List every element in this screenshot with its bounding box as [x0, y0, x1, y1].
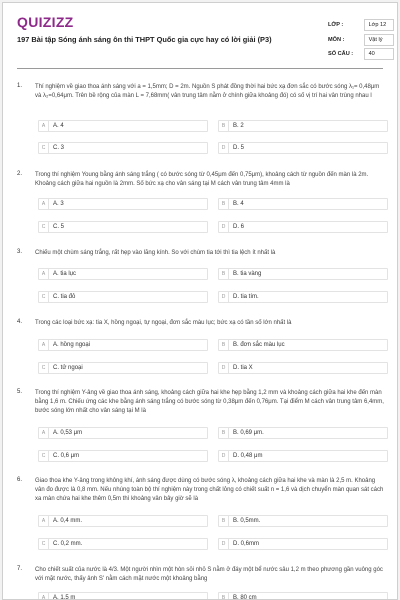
option-letter: B — [219, 269, 229, 279]
question-number: 2. — [17, 171, 23, 177]
option-b[interactable] — [218, 427, 388, 439]
question-text: Cho chiết suất của nước là 4/3. Một người nhìn một hòn sỏi nhỏ S nằm ở đáy một bể nước sâu 1,2 m theo phương gần vuông góc với mặt nước, thấy ảnh S' nằm cách mặt nước một khoảng bằng — [35, 567, 383, 583]
option-text: B. 0,69 μm. — [233, 430, 264, 436]
option-text: D. 0,6mm — [233, 541, 260, 547]
option-text: B. tia vàng — [233, 271, 262, 277]
question-text: Chiếu một chùm sáng trắng, rất hẹp vào lăng kính. So với chùm tia tới thì tia lệch ít nhất là — [35, 250, 276, 256]
subject-label: MÔN : — [328, 37, 345, 44]
option-text: D. 6 — [233, 224, 245, 230]
option-text: C. 0,2 mm. — [53, 541, 83, 547]
option-d[interactable] — [218, 142, 388, 154]
option-letter: B — [219, 516, 229, 526]
option-letter: A — [39, 593, 49, 600]
option-letter: D — [219, 451, 229, 461]
option-b[interactable] — [218, 120, 388, 132]
option-text: A. 3 — [53, 201, 64, 207]
option-letter: C — [39, 292, 49, 302]
option-b[interactable] — [218, 268, 388, 280]
option-a[interactable] — [38, 339, 208, 351]
option-letter: C — [39, 222, 49, 232]
option-letter: D — [219, 292, 229, 302]
option-b[interactable] — [218, 198, 388, 210]
class-field — [328, 19, 394, 31]
option-d[interactable] — [218, 221, 388, 233]
option-text: B. 0,5mm. — [233, 518, 261, 524]
quizizz-logo: QUIZIZZ — [17, 14, 74, 30]
option-a[interactable] — [38, 427, 208, 439]
question-count-value: 40 — [364, 48, 394, 60]
page-title: 197 Bài tập Sóng ánh sáng ôn thi THPT Quốc gia cực hay có lời giải (P3) — [17, 35, 272, 44]
option-letter: A — [39, 340, 49, 350]
option-text: C. 3 — [53, 145, 65, 151]
option-a[interactable] — [38, 198, 208, 210]
question-number: 6. — [17, 477, 23, 483]
option-text: D. tia X — [233, 365, 253, 371]
question-text: Giao thoa khe Y-âng trong không khí, ánh sáng được dùng có bước sóng λ, khoảng cách giữa hai khe và màn là 2,5 m. Khoảng vân đo được là 0,8 mm. Nếu nhúng toàn bộ thí nghiệm này trong chất lỏng có chiết suất n = 1,6 và dịch chuyển màn quan sát cách xa màn chứa hai khe thêm 0,5m thì khoảng vân bây giờ sẽ là — [35, 478, 384, 503]
option-letter: C — [39, 143, 49, 153]
option-letter: A — [39, 269, 49, 279]
option-a[interactable] — [38, 592, 208, 600]
option-c[interactable] — [38, 142, 208, 154]
option-letter: D — [219, 539, 229, 549]
option-c[interactable] — [38, 362, 208, 374]
option-text: A. 4 — [53, 123, 64, 129]
option-d[interactable] — [218, 291, 388, 303]
option-text: D. 0,48 μm — [233, 453, 263, 459]
option-letter: A — [39, 199, 49, 209]
option-b[interactable] — [218, 515, 388, 527]
option-a[interactable] — [38, 120, 208, 132]
subject-value: Vật lý — [364, 34, 394, 46]
option-letter: A — [39, 516, 49, 526]
option-letter: A — [39, 121, 49, 131]
question-count-label: SỐ CÂU : — [328, 51, 354, 58]
option-text: C. 0,6 μm — [53, 453, 80, 459]
option-c[interactable] — [38, 538, 208, 550]
class-label: LỚP : — [328, 22, 344, 29]
option-letter: B — [219, 593, 229, 600]
option-letter: C — [39, 539, 49, 549]
question-text: Trong thí nghiệm Y-âng về giao thoa ánh sáng, khoảng cách giữa hai khe hẹp bằng 1,2 mm và khoảng cách giữa hai khe đến màn bằng 1,6 m. Chiếu ứng các khe bằng ánh sáng trắng có bước sóng từ 0,38μm đến 0,76μm. Tại điểm M cách vân trung tâm 6,4mm, bước sóng lớn nhất cho vân sáng tại M là — [35, 390, 384, 415]
option-text: D. tia tím. — [233, 294, 259, 300]
class-value: Lớp 12 — [364, 19, 394, 31]
question-number: 3. — [17, 249, 23, 255]
option-letter: C — [39, 451, 49, 461]
option-d[interactable] — [218, 538, 388, 550]
option-text: B. 2 — [233, 123, 244, 129]
option-letter: A — [39, 428, 49, 438]
option-text: A. hồng ngoại — [53, 342, 91, 348]
question-text: Thí nghiệm về giao thoa ánh sáng với a = 1,5mm; D = 2m. Nguồn S phát đồng thời hai bức xạ đơn sắc có bước sóng λ₁= 0,48μm và λ₂=0,64μm. Trên bề rộng của màn L = 7,68mm( vân trung tâm nằm ở chính giữa khoảng đó) có số vị trí hai vân trùng nhau l — [35, 84, 380, 100]
subject-field — [328, 34, 394, 46]
option-text: A. 0,53 μm — [53, 430, 83, 436]
question-count-field — [328, 48, 394, 60]
option-text: B. đơn sắc màu lục — [233, 342, 285, 348]
question-text: Trong thí nghiệm Young bằng ánh sáng trắng ( có bước sóng từ 0,45μm đến 0,75μm), khoảng cách từ nguồn đến màn là 2m. Khoảng cách giữa hai nguồn là 2mm. Số bức xạ cho vân sáng tại M cách vân trung tâm 4mm là — [35, 172, 369, 188]
option-d[interactable] — [218, 450, 388, 462]
option-letter: B — [219, 121, 229, 131]
page-header — [3, 3, 397, 61]
option-letter: C — [39, 363, 49, 373]
option-a[interactable] — [38, 515, 208, 527]
option-text: B. 4 — [233, 201, 244, 207]
option-text: C. tia đỏ — [53, 294, 76, 300]
option-c[interactable] — [38, 450, 208, 462]
option-letter: D — [219, 363, 229, 373]
option-letter: B — [219, 428, 229, 438]
option-letter: B — [219, 199, 229, 209]
option-text: A. 1,5 m — [53, 595, 76, 600]
option-letter: B — [219, 340, 229, 350]
option-d[interactable] — [218, 362, 388, 374]
option-b[interactable] — [218, 339, 388, 351]
option-text: B. 80 cm — [233, 595, 257, 600]
option-letter: D — [219, 143, 229, 153]
option-c[interactable] — [38, 221, 208, 233]
question-number: 1. — [17, 83, 23, 89]
option-a[interactable] — [38, 268, 208, 280]
option-text: A. 0,4 mm. — [53, 518, 83, 524]
question-number: 7. — [17, 566, 23, 572]
option-b[interactable] — [218, 592, 388, 600]
question-number: 5. — [17, 389, 23, 395]
option-letter: D — [219, 222, 229, 232]
option-c[interactable] — [38, 291, 208, 303]
option-text: D. 5 — [233, 145, 245, 151]
quiz-page — [2, 2, 398, 600]
option-text: C. 5 — [53, 224, 65, 230]
question-number: 4. — [17, 319, 23, 325]
question-text: Trong các loại bức xạ: tia X, hồng ngoại, tự ngoại, đơn sắc màu lục; bức xạ có tần số lớn nhất là — [35, 320, 292, 326]
option-text: A. tia lục — [53, 271, 77, 277]
option-text: C. tử ngoại — [53, 365, 83, 371]
header-divider — [17, 68, 383, 69]
